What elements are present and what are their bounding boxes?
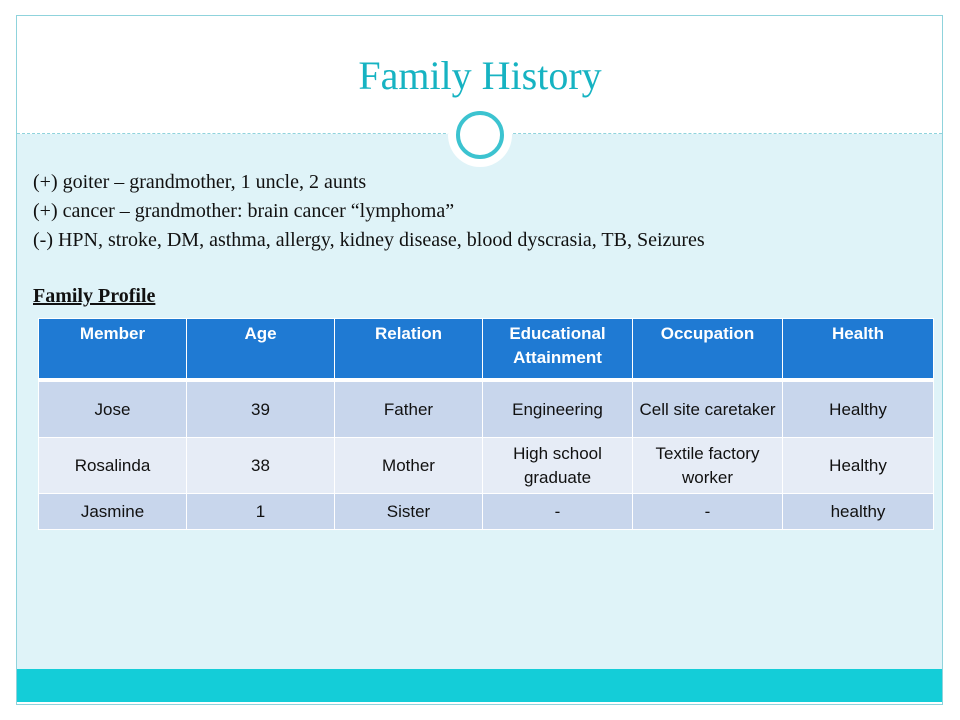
table-cell: 38 (187, 438, 335, 494)
history-line: (+) cancer – grandmother: brain cancer “lymphoma” (33, 200, 455, 222)
table-row (39, 380, 934, 438)
family-profile-table (38, 318, 934, 530)
table-cell: - (483, 494, 633, 530)
table-cell: Mother (335, 438, 483, 494)
family-profile-heading: Family Profile (33, 285, 156, 307)
column-header-occupation: Occupation (633, 319, 783, 381)
history-line: (-) HPN, stroke, DM, asthma, allergy, kidney disease, blood dyscrasia, TB, Seizures (33, 229, 705, 251)
history-line: (+) goiter – grandmother, 1 uncle, 2 aunts (33, 171, 367, 193)
table-row (39, 438, 934, 494)
table-cell: Father (335, 380, 483, 438)
table-cell: High school graduate (483, 438, 633, 494)
table-cell: - (633, 494, 783, 530)
table-cell: Jose (39, 380, 187, 438)
table-row (39, 494, 934, 530)
table-cell: Cell site caretaker (633, 380, 783, 438)
table-cell: 39 (187, 380, 335, 438)
column-header-relation: Relation (335, 319, 483, 381)
column-header-education: Educational Attainment (483, 319, 633, 381)
table-header-row (39, 319, 934, 381)
slide-title: Family History (358, 53, 602, 98)
table-cell: Rosalinda (39, 438, 187, 494)
table-cell: healthy (783, 494, 934, 530)
column-header-health: Health (783, 319, 934, 381)
table-cell: Healthy (783, 438, 934, 494)
table-cell: Healthy (783, 380, 934, 438)
column-header-member: Member (39, 319, 187, 381)
family-history-list (33, 168, 933, 255)
table-cell: Textile factory worker (633, 438, 783, 494)
column-header-age: Age (187, 319, 335, 381)
table-cell: Engineering (483, 380, 633, 438)
table-cell: Sister (335, 494, 483, 530)
table-cell: 1 (187, 494, 335, 530)
circle-ornament-icon (456, 111, 504, 159)
table-cell: Jasmine (39, 494, 187, 530)
